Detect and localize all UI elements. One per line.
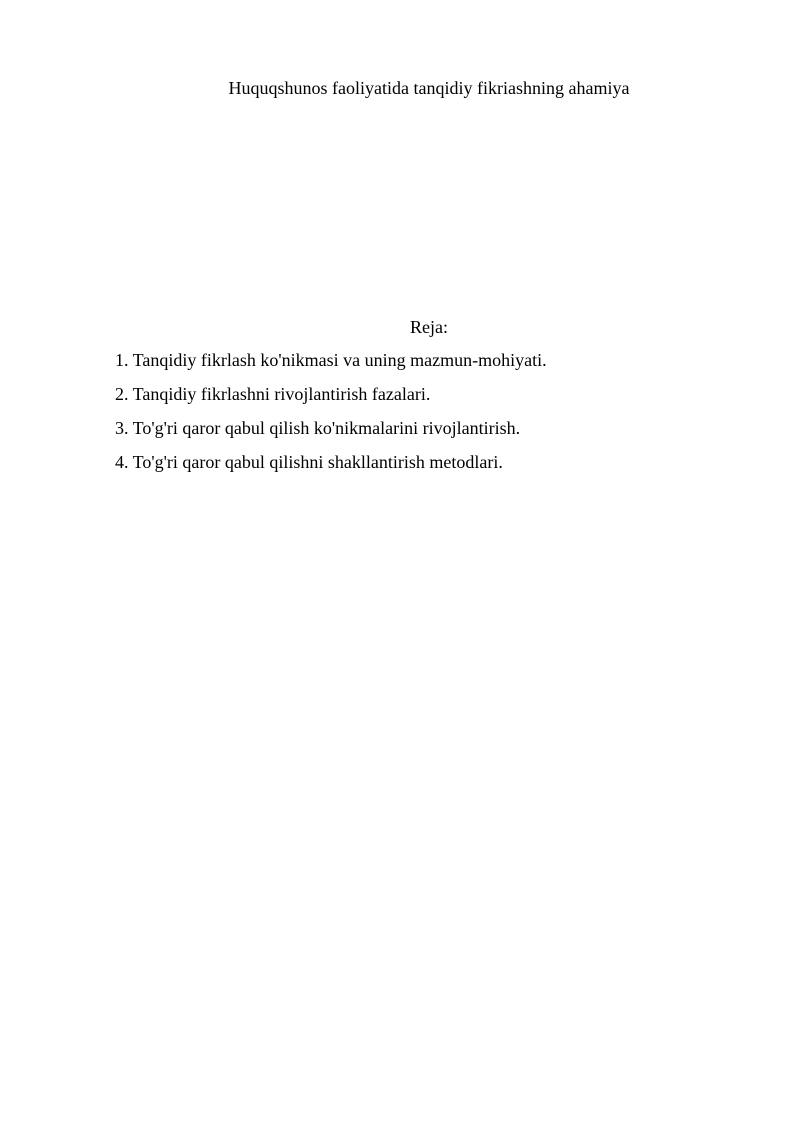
plan-item: 2. Tanqidiy fikrlashni rivojlantirish fazalari.	[115, 384, 431, 404]
document-title: Huquqshunos faoliyatida tanqidiy fikriashning ahamiya	[228, 78, 630, 98]
plan-item: 3. To'g'ri qaror qabul qilish ko'nikmalarini rivojlantirish.	[115, 418, 521, 438]
plan-heading: Reja:	[410, 317, 448, 337]
plan-list	[115, 349, 755, 485]
plan-item: 1. Tanqidiy fikrlash ko'nikmasi va uning mazmun-mohiyati.	[115, 350, 547, 370]
plan-item: 4. To'g'ri qaror qabul qilishni shakllantirish metodlari.	[115, 452, 503, 472]
